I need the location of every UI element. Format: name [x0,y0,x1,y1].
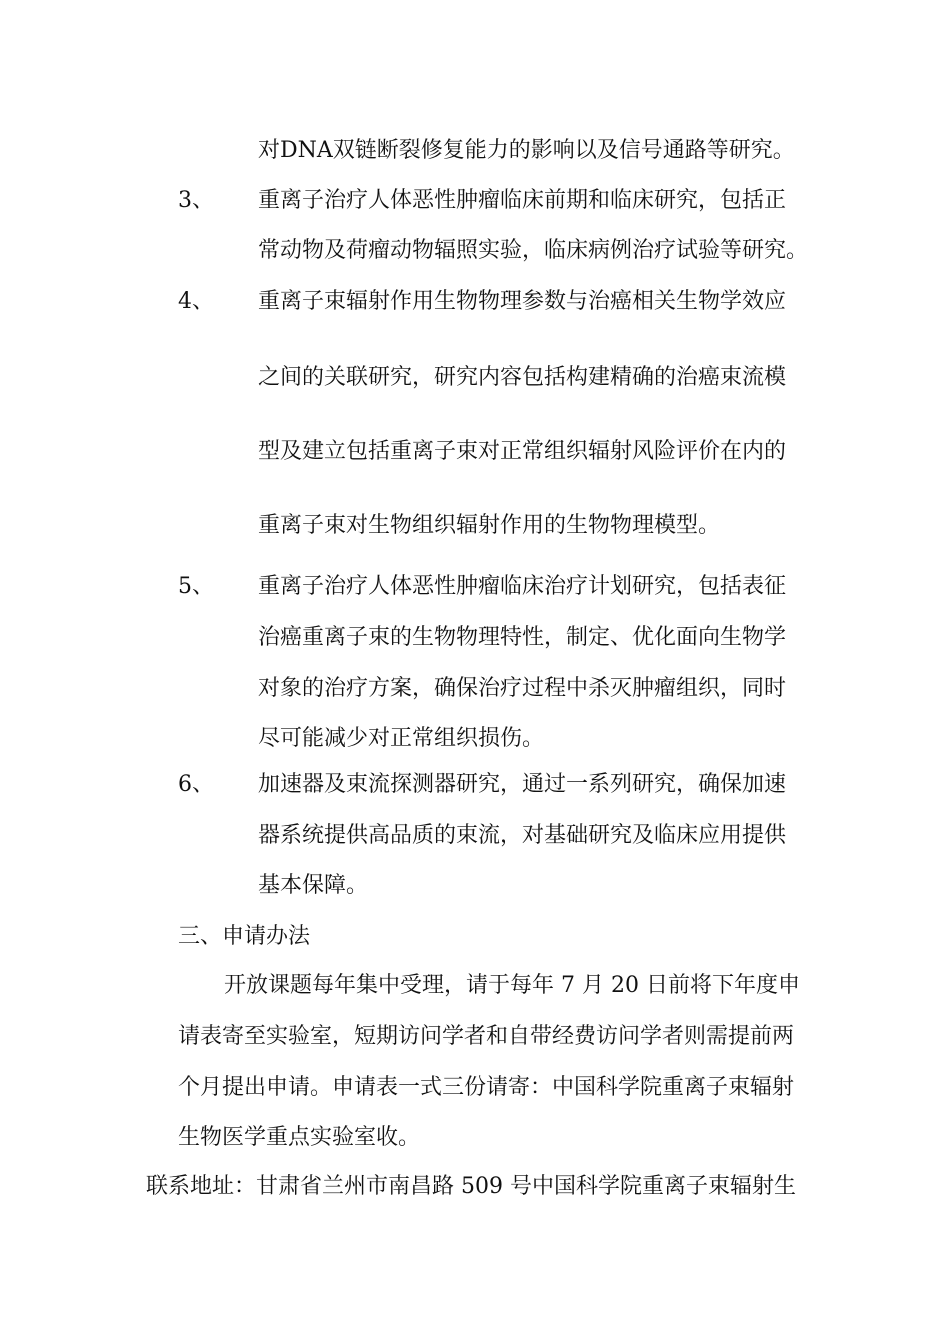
item5-line-1: 重离子治疗人体恶性肿瘤临床治疗计划研究，包括表征 [258,574,787,599]
contact-address: 联系地址：甘肃省兰州市南昌路 509 号中国科学院重离子束辐射生 [146,1174,796,1199]
item5-line-3: 对象的治疗方案，确保治疗过程中杀灭肿瘤组织，同时 [258,676,787,701]
item4-line-1: 重离子束辐射作用生物物理参数与治癌相关生物学效应 [258,289,787,314]
item2-line-1: 对DNA双链断裂修复能力的影响以及信号通路等研究。 [258,138,795,163]
item3-line-2: 常动物及荷瘤动物辐照实验，临床病例治疗试验等研究。 [258,238,809,263]
item6-number: 6、 [178,772,214,797]
item5-number: 5、 [178,574,214,599]
item6-line-3: 基本保障。 [258,873,369,898]
section3-paragraph-line-1: 开放课题每年集中受理，请于每年 7 月 20 日前将下年度申 [224,973,800,998]
item6-line-1: 加速器及束流探测器研究，通过一系列研究，确保加速 [258,772,787,797]
item4-line-2: 之间的关联研究，研究内容包括构建精确的治癌束流模 [258,365,787,390]
section3-heading: 三、申请办法 [178,924,311,949]
item4-line-4: 重离子束对生物组织辐射作用的生物物理模型。 [258,513,721,538]
item4-number: 4、 [178,289,214,314]
section3-paragraph-line-2: 请表寄至实验室，短期访问学者和自带经费访问学者则需提前两 [178,1024,795,1049]
item5-line-2: 治癌重离子束的生物物理特性，制定、优化面向生物学 [258,625,787,650]
item5-line-4: 尽可能减少对正常组织损伤。 [258,726,545,751]
section3-paragraph-line-4: 生物医学重点实验室收。 [178,1125,421,1150]
item3-number: 3、 [178,188,214,213]
item3-line-1: 重离子治疗人体恶性肿瘤临床前期和临床研究，包括正 [258,188,787,213]
item6-line-2: 器系统提供高品质的束流，对基础研究及临床应用提供 [258,823,787,848]
section3-paragraph-line-3: 个月提出申请。申请表一式三份请寄：中国科学院重离子束辐射 [178,1075,795,1100]
item4-line-3: 型及建立包括重离子束对正常组织辐射风险评价在内的 [258,439,787,464]
